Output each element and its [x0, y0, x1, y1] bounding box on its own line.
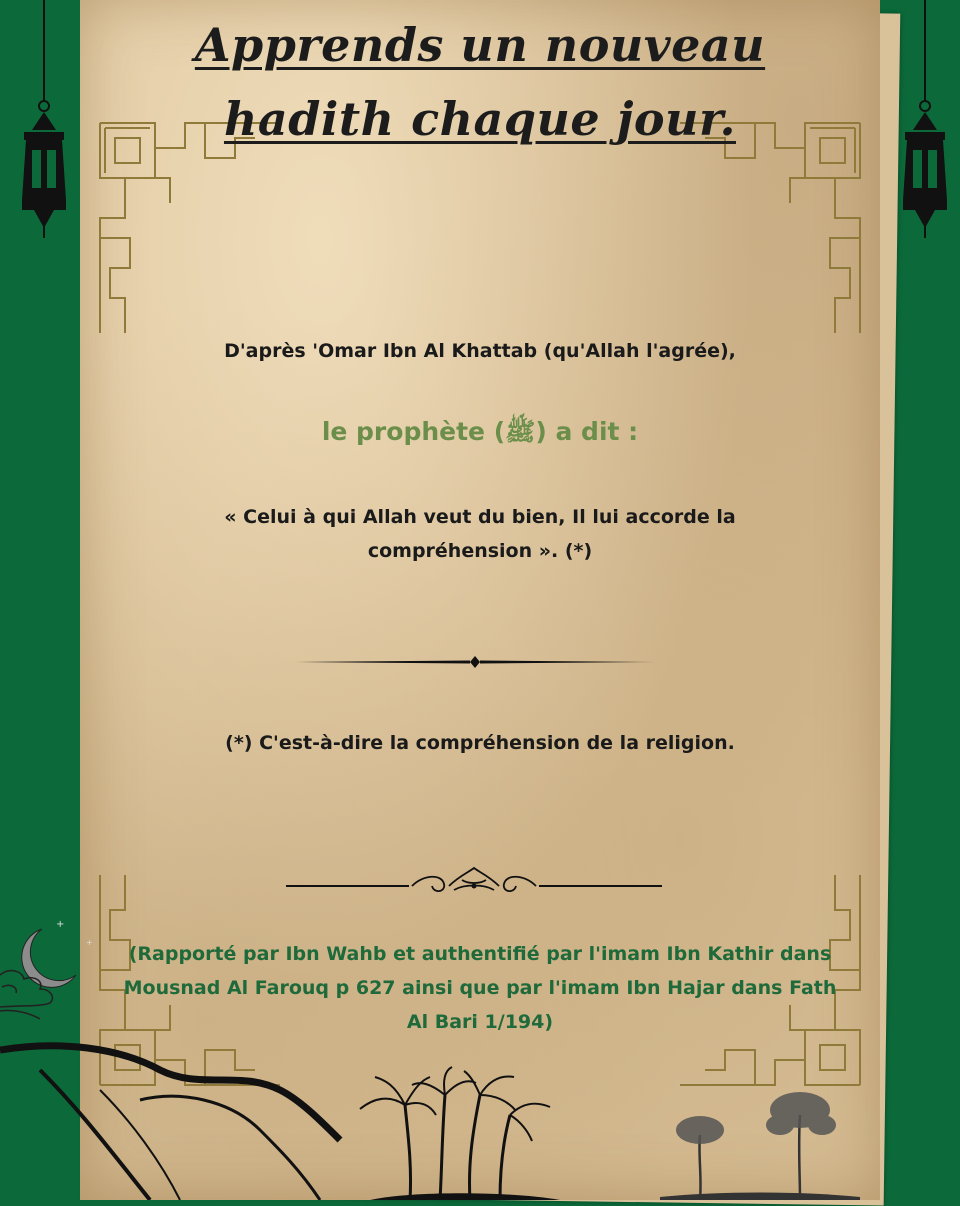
svg-text:+: + — [86, 938, 93, 947]
svg-text:+: + — [56, 919, 65, 930]
diamond-divider — [290, 652, 660, 672]
palm-tree-icon — [350, 1065, 570, 1200]
lantern-icon — [895, 0, 955, 240]
corner-ornament-top-left — [95, 118, 285, 338]
title-line-2: hadith chaque jour. — [223, 92, 737, 146]
crescent-moon-icon — [0, 915, 100, 1025]
hadith-quote: « Celui à qui Allah veut du bien, Il lui accorde la compréhension ». (*) — [224, 506, 736, 562]
narrator-line: D'après 'Omar Ibn Al Khattab (qu'Allah l'agrée), — [224, 340, 736, 362]
corner-ornament-top-right — [675, 118, 865, 338]
lantern-icon — [14, 0, 74, 240]
source-citation: (Rapporté par Ibn Wahb et authentifié par l'imam Ibn Kathir dans Mousnad Al Farouq p 627 ainsi que par l'imam Ibn Hajar dans Fath Al Bari 1/194) — [123, 943, 837, 1033]
tree-silhouette — [660, 1085, 860, 1200]
title-line-1: Apprends un nouveau — [194, 18, 766, 72]
flourish-ornament-icon — [284, 864, 664, 904]
footnote: (*) C'est-à-dire la compréhension de la religion. — [225, 732, 735, 754]
prophet-line: le prophète (ﷺ) a dit : — [321, 417, 639, 446]
hill-silhouette — [0, 1030, 360, 1200]
